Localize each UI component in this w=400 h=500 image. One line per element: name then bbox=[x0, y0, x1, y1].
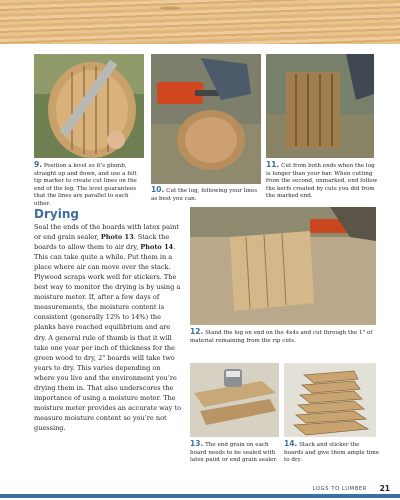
photo-10-chainsaw-cutting bbox=[151, 54, 261, 184]
caption-12 bbox=[190, 328, 378, 345]
caption-13 bbox=[190, 440, 282, 465]
caption-text: Position a level so it’s plumb, straight up and down, and use a felt tip marker to create cut lines on the end of the log. The level guarantees that the lines are parallel to each other. bbox=[34, 163, 137, 207]
photo-13-sealing-end-grain bbox=[190, 363, 279, 437]
section-body bbox=[34, 222, 182, 433]
caption-number: 10. bbox=[151, 185, 165, 194]
caption-14 bbox=[284, 440, 380, 465]
body-text-part: . Stack the boards to allow them to air dry, bbox=[34, 233, 170, 252]
caption-number: 13. bbox=[190, 439, 204, 448]
caption-11 bbox=[266, 161, 378, 201]
photo-14-stacked-boards bbox=[284, 363, 376, 437]
photo-11-cutting-from-both-ends bbox=[266, 54, 374, 158]
wood-grain-banner bbox=[0, 0, 400, 44]
caption-number: 12. bbox=[190, 327, 204, 336]
section-title: Drying bbox=[34, 207, 79, 221]
body-text-part: . This can take quite a while. Put them in a place where air can move over the stack. Plywood scraps work well for stickers. The best way to monitor the drying is by using a moisture meter. If, after a few days of measurements, the moisture content is consistent (generally 12% to 14%) the planks have reached equilibrium and are dry. A general rule of thumb is that it will take one year per inch of thickness for the green wood to dry, 2" boards will take two years to dry. This varies depending on where you live and the environment you’re drying them in. That also underscores the importance of using a moisture meter. The moisture meter provides an accurate way to measure moisture content so you’re not guessing. bbox=[34, 243, 182, 432]
running-footer-label: LOGS TO LUMBER bbox=[312, 486, 367, 492]
caption-10 bbox=[151, 186, 261, 203]
photo-9-level-on-log-end bbox=[34, 54, 144, 158]
photo-reference-14: Photo 14 bbox=[140, 243, 174, 252]
caption-text: Stand the log on end on the 4x4s and cut through the 1" of material remaining from the rip cuts. bbox=[190, 330, 373, 344]
footer-accent-bar bbox=[0, 494, 400, 498]
caption-text: Stack and sticker the boards and give them ample time to dry. bbox=[284, 442, 380, 464]
caption-number: 9. bbox=[34, 160, 43, 169]
page-footer bbox=[0, 480, 400, 500]
photo-reference-13: Photo 13 bbox=[100, 233, 134, 242]
caption-9 bbox=[34, 161, 146, 209]
photo-12-log-on-4x4s bbox=[190, 207, 376, 325]
caption-text: Cut the log, following your lines as best you can. bbox=[151, 188, 258, 202]
body-text-part: Seal the ends of the boards with latex paint or end grain sealer, bbox=[34, 223, 179, 242]
caption-number: 11. bbox=[266, 160, 280, 169]
caption-number: 14. bbox=[284, 439, 298, 448]
caption-text: The end grain on each board needs to be sealed with latex paint or end grain sealer. bbox=[190, 442, 278, 464]
page-number: 21 bbox=[379, 484, 390, 493]
caption-text: Cut from both ends when the log is longer than your bar. When cutting from the second, unmarked, end follow the kerfs created by cuts you did from the marked end. bbox=[266, 163, 378, 200]
